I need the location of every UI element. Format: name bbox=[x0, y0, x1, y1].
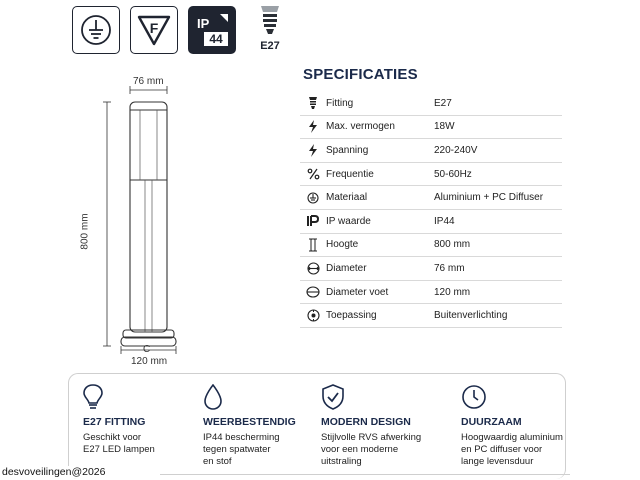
shield-check-icon bbox=[321, 384, 345, 410]
spec-value: IP44 bbox=[434, 215, 455, 227]
feature-desc-line: Stijlvolle RVS afwerking bbox=[321, 432, 422, 443]
spec-value: E27 bbox=[434, 97, 452, 109]
material-icon bbox=[307, 192, 319, 204]
spec-row-fitting bbox=[300, 92, 562, 116]
spec-row-base-diameter bbox=[300, 281, 562, 305]
spec-value: 800 mm bbox=[434, 239, 471, 251]
spec-name: IP waarde bbox=[326, 215, 371, 227]
f-triangle-icon bbox=[135, 11, 173, 49]
feature-desc-line: Geschikt voor bbox=[83, 432, 142, 443]
feature-desc-line: voor een moderne bbox=[321, 444, 399, 455]
feature-desc-line: en PC diffuser voor bbox=[461, 444, 543, 455]
certification-badges bbox=[72, 6, 294, 54]
base-letter-label: C bbox=[143, 344, 151, 355]
feature-desc-line: E27 LED lampen bbox=[83, 444, 155, 455]
ip-badge-bottom-text: 44 bbox=[209, 32, 223, 46]
bulb-icon bbox=[83, 384, 103, 410]
spec-row-voltage bbox=[300, 139, 562, 163]
footer-divider bbox=[160, 474, 570, 475]
height-icon bbox=[309, 238, 317, 252]
feature-desc-line: lange levensduur bbox=[461, 456, 534, 467]
base-dimension-label: 120 mm bbox=[131, 356, 168, 367]
spec-name: Toepassing bbox=[326, 310, 377, 322]
spec-row-ip bbox=[300, 210, 562, 234]
water-drop-icon bbox=[203, 384, 223, 410]
f-mark-badge bbox=[130, 6, 178, 54]
ip-rating-icon bbox=[192, 10, 232, 50]
technical-drawing bbox=[79, 76, 205, 376]
feature-desc bbox=[203, 432, 321, 468]
spec-name: Hoogte bbox=[326, 239, 359, 251]
ground-symbol-badge bbox=[72, 6, 120, 54]
feature-panel bbox=[68, 373, 566, 479]
spec-row-material bbox=[300, 186, 562, 210]
bulb-socket-icon bbox=[308, 97, 318, 109]
feature-title: E27 FITTING bbox=[83, 416, 146, 428]
ip-icon bbox=[306, 215, 320, 227]
feature-title: DUURZAAM bbox=[461, 416, 522, 428]
bulb-socket-icon bbox=[255, 6, 285, 38]
spec-name: Frequentie bbox=[326, 168, 374, 180]
spec-row-height bbox=[300, 234, 562, 258]
spec-value: 76 mm bbox=[434, 262, 465, 274]
spec-name: Spanning bbox=[326, 144, 369, 156]
spec-value: 120 mm bbox=[434, 286, 471, 298]
feature-title: MODERN DESIGN bbox=[321, 416, 411, 428]
height-dimension-label: 800 mm bbox=[79, 213, 91, 250]
lightning-icon bbox=[308, 144, 318, 157]
feature-desc bbox=[321, 432, 451, 468]
spec-name: Diameter voet bbox=[326, 286, 389, 298]
frequency-icon bbox=[307, 168, 320, 180]
feature-e27 bbox=[83, 382, 201, 456]
bollard-outline bbox=[85, 76, 205, 376]
spec-value: Aluminium + PC Diffuser bbox=[434, 192, 544, 204]
spec-name: Fitting bbox=[326, 97, 354, 109]
feature-title: WEERBESTENDIG bbox=[203, 416, 296, 428]
ground-icon bbox=[79, 13, 113, 47]
f-mark-label: F bbox=[149, 20, 159, 36]
width-dimension-label: 76 mm bbox=[133, 76, 164, 87]
specs-title: SPECIFICATIES bbox=[303, 66, 418, 83]
feature-durable bbox=[461, 382, 565, 468]
spec-name: Diameter bbox=[326, 262, 367, 274]
spec-value: 18W bbox=[434, 121, 455, 133]
lightning-icon bbox=[308, 120, 318, 133]
spec-value: Buitenverlichting bbox=[434, 310, 508, 322]
feature-weatherproof bbox=[203, 382, 321, 468]
spec-name: Max. vermogen bbox=[326, 121, 395, 133]
feature-desc-line: en stof bbox=[203, 456, 232, 467]
spec-value: 220-240V bbox=[434, 144, 478, 156]
feature-desc-line: IP44 bescherming bbox=[203, 432, 280, 443]
ip44-badge bbox=[188, 6, 236, 54]
spec-row-frequency bbox=[300, 163, 562, 187]
feature-modern-design bbox=[321, 382, 451, 468]
application-icon bbox=[307, 309, 320, 322]
spec-row-application bbox=[300, 304, 562, 328]
clock-icon bbox=[461, 384, 487, 410]
feature-desc-line: uitstraling bbox=[321, 456, 362, 467]
spec-row-diameter bbox=[300, 257, 562, 281]
specs-table bbox=[300, 92, 562, 328]
feature-desc-line: tegen spatwater bbox=[203, 444, 271, 455]
spec-row-power bbox=[300, 116, 562, 140]
ip-badge-top-text: IP bbox=[197, 16, 210, 31]
e27-bulb-badge bbox=[246, 6, 294, 54]
feature-desc-line: Hoogwaardig aluminium bbox=[461, 432, 563, 443]
base-diameter-icon bbox=[306, 286, 320, 298]
feature-desc bbox=[83, 432, 201, 456]
spec-value: 50-60Hz bbox=[434, 168, 472, 180]
diameter-icon bbox=[307, 262, 320, 275]
feature-desc bbox=[461, 432, 565, 468]
spec-name: Materiaal bbox=[326, 192, 368, 204]
watermark-text: desvoveilingen@2026 bbox=[2, 466, 109, 478]
e27-label: E27 bbox=[260, 40, 280, 52]
